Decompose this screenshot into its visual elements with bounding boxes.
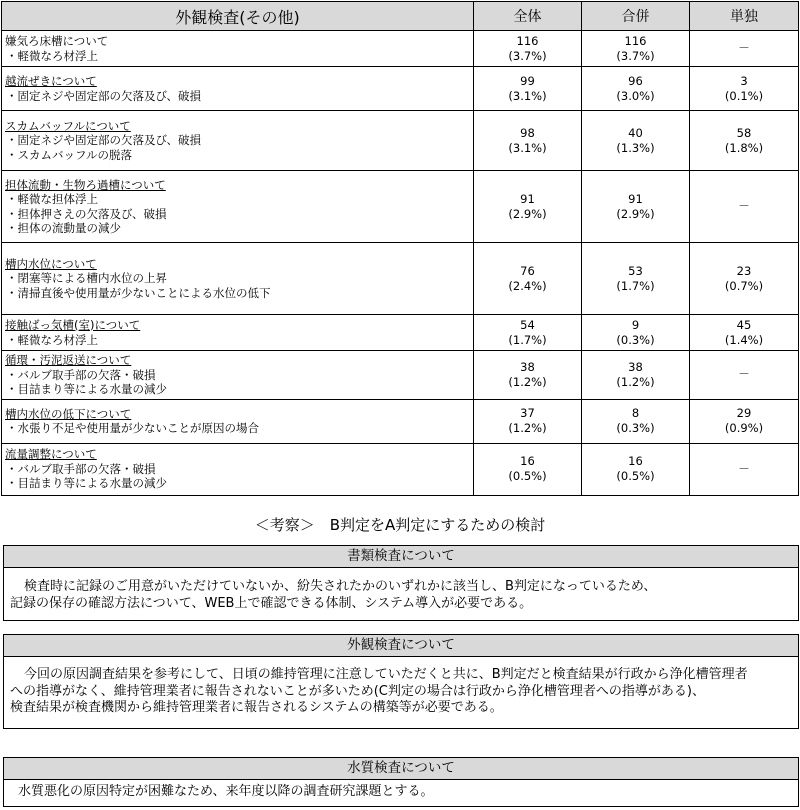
item-cell	[2, 243, 474, 315]
header-total: 全体	[474, 2, 582, 31]
total-cell	[474, 171, 582, 243]
box-heading: 外観検査について	[4, 635, 798, 657]
percent-value: (0.5%)	[616, 469, 655, 483]
count-value: 29	[736, 406, 752, 420]
item-cell	[2, 111, 474, 171]
count-value: 38	[628, 359, 643, 374]
single-cell	[690, 315, 799, 351]
combined-cell	[582, 399, 690, 443]
percent-value: (1.4%)	[724, 332, 764, 347]
percent-value: (1.2%)	[508, 421, 547, 435]
item-detail: ・固定ネジや固定部の欠落及び、破損	[6, 88, 202, 103]
count-value: 99	[520, 73, 535, 88]
item-detail: ・軽微なろ材浮上	[6, 48, 98, 63]
count-value: 3	[740, 73, 748, 88]
combined-cell	[582, 67, 690, 111]
box-line: 記録の保存の確認方法について、WEB上で確認できる体制、システム導入が必要である。	[10, 595, 533, 611]
percent-value: (2.9%)	[616, 206, 655, 221]
count-value: 96	[628, 73, 643, 88]
box-line: 検査結果が検査機関から維持管理業者に報告されるシステムの構築等が必要である。	[10, 700, 503, 715]
item-detail: ・担体の流動量の減少	[6, 221, 121, 235]
item-title: 流量調整について	[5, 447, 97, 462]
total-cell	[474, 111, 582, 171]
count-value: 91	[520, 191, 535, 206]
item-title: 循環・汚泥返送について	[5, 353, 132, 367]
item-cell	[2, 67, 474, 111]
percent-value: (0.9%)	[724, 421, 764, 435]
item-detail: ・水張り不足や使用量が少ないことが原因の場合	[6, 421, 259, 435]
percent-value: (3.7%)	[616, 48, 655, 63]
combined-cell	[582, 171, 690, 243]
item-title: 越流ぜきについて	[5, 74, 97, 88]
count-value: 53	[628, 263, 643, 278]
percent-value: (2.9%)	[508, 206, 547, 221]
count-value: 58	[736, 125, 752, 140]
percent-value: (0.5%)	[508, 469, 547, 483]
item-detail: ・閉塞等による槽内水位の上昇	[6, 271, 167, 286]
item-detail: ・バルブ取手部の欠落・破損	[6, 461, 156, 476]
item-detail: ・バルブ取手部の欠落・破損	[6, 367, 156, 382]
count-value: －	[738, 199, 750, 213]
percent-value: (1.8%)	[724, 140, 764, 155]
table-row	[2, 443, 799, 495]
item-cell	[2, 31, 474, 67]
single-cell	[690, 111, 799, 171]
percent-value: (1.3%)	[616, 140, 655, 155]
percent-value: (2.4%)	[508, 278, 547, 293]
box-body	[4, 657, 798, 728]
single-cell	[690, 171, 799, 243]
box-heading: 書類検査について	[4, 546, 798, 568]
box-line: 水質悪化の原因特定が困難なため、来年度以降の調査研究課題とする。	[18, 784, 434, 799]
count-value: 116	[624, 33, 647, 48]
item-detail: ・目詰まり等による水量の減少	[6, 382, 167, 396]
count-value: 40	[628, 125, 643, 140]
box-body	[4, 780, 798, 806]
percent-value: (3.0%)	[616, 88, 655, 103]
box-line: 今回の原因調査結果を参考にして、日頃の維持管理に注意していただくと共に、B判定だと検査結果が行政から浄化槽管理者	[24, 667, 748, 682]
item-title: 槽内水位の低下について	[5, 406, 132, 421]
item-detail: ・担体押さえの欠落及び、破損	[6, 206, 167, 221]
count-value: －	[738, 461, 750, 476]
percent-value: (3.7%)	[508, 48, 547, 63]
total-cell	[474, 399, 582, 443]
water-quality-box	[3, 757, 799, 807]
percent-value: (1.7%)	[616, 278, 655, 293]
single-cell	[690, 243, 799, 315]
percent-value: (1.2%)	[508, 374, 547, 389]
single-cell	[690, 67, 799, 111]
count-value: 116	[516, 33, 539, 48]
table-row	[2, 399, 799, 443]
item-detail: ・軽微な担体浮上	[6, 192, 98, 206]
count-value: 23	[736, 263, 752, 278]
visual-inspection-box	[3, 634, 799, 729]
total-cell	[474, 67, 582, 111]
box-line: への指導がなく、維持管理業者に報告されないことが多いため(C判定の場合は行政から浄化槽管理者への指導がある)、	[10, 683, 705, 699]
count-value: 37	[520, 406, 535, 420]
combined-cell	[582, 315, 690, 351]
item-cell	[2, 399, 474, 443]
total-cell	[474, 351, 582, 400]
total-cell	[474, 31, 582, 67]
single-cell	[690, 31, 799, 67]
percent-value: (0.3%)	[616, 332, 655, 347]
total-cell	[474, 315, 582, 351]
percent-value: (3.1%)	[508, 88, 547, 103]
single-cell	[690, 443, 799, 495]
header-combined: 合併	[582, 2, 690, 31]
box-heading: 水質検査について	[4, 758, 798, 780]
count-value: 45	[736, 317, 752, 332]
inspection-table	[1, 1, 799, 496]
combined-cell	[582, 111, 690, 171]
table-row	[2, 111, 799, 171]
percent-value: (0.3%)	[616, 421, 655, 435]
item-detail: ・目詰まり等による水量の減少	[6, 476, 167, 491]
count-value: 54	[520, 317, 535, 332]
count-value: 9	[631, 317, 640, 332]
item-detail: ・軽微なろ材浮上	[6, 332, 98, 347]
single-cell	[690, 399, 799, 443]
table-row	[2, 171, 799, 243]
count-value: －	[738, 41, 750, 55]
header-single: 単独	[690, 2, 799, 31]
total-cell	[474, 243, 582, 315]
box-body	[4, 568, 798, 620]
count-value: 76	[520, 263, 535, 278]
count-value: 8	[631, 406, 640, 420]
combined-cell	[582, 351, 690, 400]
percent-value: (0.7%)	[724, 278, 764, 293]
count-value: 16	[520, 454, 535, 468]
table-row	[2, 243, 799, 315]
item-cell	[2, 171, 474, 243]
percent-value: (1.7%)	[508, 332, 547, 347]
total-cell	[474, 443, 582, 495]
combined-cell	[582, 31, 690, 67]
count-value: －	[738, 367, 750, 382]
count-value: 98	[520, 125, 535, 140]
item-title: 接触ばっ気槽(室)について	[5, 318, 141, 332]
percent-value: (0.1%)	[724, 88, 764, 103]
consideration-title: ＜考察＞ B判定をA判定にするための検討	[254, 516, 546, 534]
item-title: 槽内水位について	[5, 256, 97, 271]
combined-cell	[582, 443, 690, 495]
count-value: 38	[520, 359, 535, 374]
table-header-row	[2, 2, 799, 31]
item-title: スカムバッフルについて	[5, 118, 131, 133]
table-row	[2, 67, 799, 111]
item-detail: ・固定ネジや固定部の欠落及び、破損	[6, 133, 202, 148]
combined-cell	[582, 243, 690, 315]
item-detail: ・スカムバッフルの脱落	[6, 147, 133, 162]
item-title: 担体流動・生物ろ過槽について	[5, 177, 166, 192]
percent-value: (3.1%)	[508, 140, 547, 155]
item-cell	[2, 315, 474, 351]
count-value: 91	[628, 191, 643, 206]
item-cell	[2, 351, 474, 400]
single-cell	[690, 351, 799, 400]
document-inspection-box	[3, 545, 799, 621]
item-title: 嫌気ろ床槽について	[5, 34, 109, 48]
table-row	[2, 31, 799, 67]
item-detail: ・清掃直後や使用量が少ないことによる水位の低下	[6, 285, 271, 300]
header-item: 外観検査(その他)	[2, 2, 474, 31]
count-value: 16	[628, 454, 643, 468]
table-row	[2, 315, 799, 351]
table-row	[2, 351, 799, 400]
percent-value: (1.2%)	[616, 374, 655, 389]
box-line: 検査時に記録のご用意がいただけていないか、紛失されたかのいずれかに該当し、B判定になっているため、	[24, 579, 657, 594]
item-cell	[2, 443, 474, 495]
